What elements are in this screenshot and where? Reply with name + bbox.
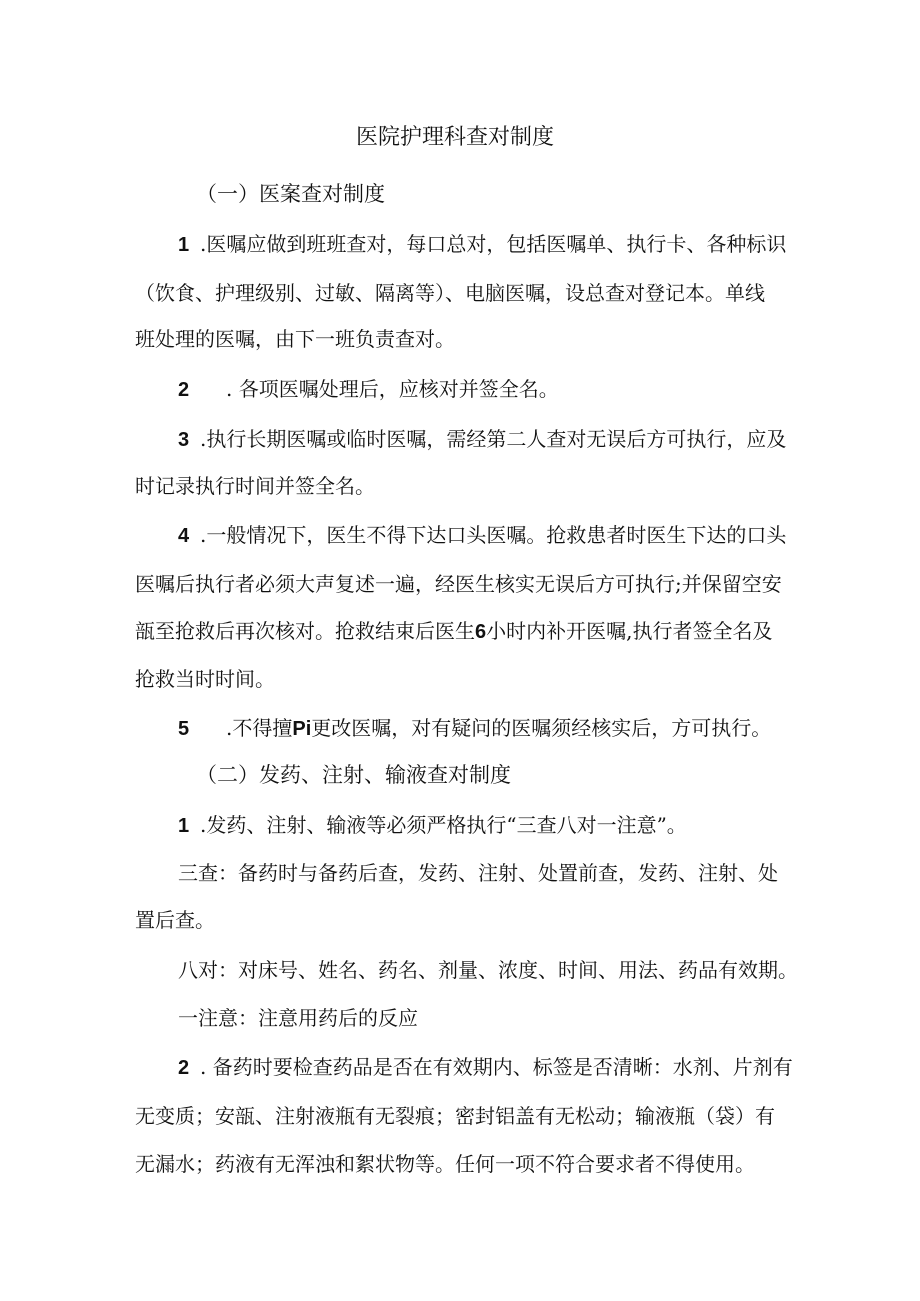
s1-item-1-line-3: 班处理的医嘱，由下一班负责查对。 — [135, 327, 455, 351]
s2-item-2-line-1 — [178, 1053, 793, 1082]
item-text: 更改医嘱，对有疑问的医嘱须经核实后，方可执行。 — [311, 716, 772, 740]
item-text: .一般情况下，医生不得下达口头医嘱。抢救患者时医生下达的口头 — [200, 523, 787, 547]
item-text: . 各项医嘱处理后，应核对并签全名。 — [226, 377, 559, 401]
item-text: 瓿至抢救后再次核对。抢救结束后医生 — [135, 619, 475, 643]
s2-item-1-line-1 — [178, 811, 687, 840]
inline-number: 6 — [475, 621, 487, 643]
item-number: 5 — [178, 718, 190, 740]
item-text: .执行长期医嘱或临时医嘱，需经第二人查对无误后方可执行，应及 — [200, 427, 787, 451]
item-number: 3 — [178, 429, 190, 451]
s1-item-1-line-2: （饮食、护理级别、过敏、隔离等）、电脑医嘱，设总查对登记本。单线 — [135, 281, 765, 305]
inline-garbled-text: Pi — [292, 718, 312, 740]
section-1-heading: （一）医案查对制度 — [196, 182, 385, 206]
item-number: 2 — [178, 1057, 190, 1079]
s1-item-5-line-1 — [178, 714, 771, 743]
item-text: 小时内补开医嘱,执行者签全名及 — [486, 619, 773, 643]
item-text: .发药、注射、输液等必须严格执行“三查八对一注意”。 — [200, 813, 687, 837]
s2-para-three-checks-line-2: 置后查。 — [135, 908, 215, 932]
item-number: 4 — [178, 525, 190, 547]
s1-item-1-line-1 — [178, 230, 786, 259]
item-text: .医嘱应做到班班查对，每口总对，包括医嘱单、执行卡、各种标识 — [200, 232, 787, 256]
item-number: 1 — [178, 815, 190, 837]
s1-item-4-line-2: 医嘱后执行者必须大声复述一遍，经医生核实无误后方可执行;并保留空安 — [135, 572, 782, 596]
s1-item-4-line-4: 抢救当时时间。 — [135, 667, 275, 691]
s2-item-2-line-3: 无漏水；药液有无浑浊和絮状物等。任何一项不符合要求者不得使用。 — [135, 1152, 755, 1176]
item-text: .不得擅 — [226, 716, 293, 740]
section-2-heading: （二）发药、注射、输液查对制度 — [196, 763, 511, 787]
s2-item-2-line-2: 无变质；安瓿、注射液瓶有无裂痕；密封铝盖有无松动；输液瓶（袋）有 — [135, 1104, 775, 1128]
item-number: 1 — [178, 234, 190, 256]
s2-para-three-checks-line-1: 三查：备药时与备药后查，发药、注射、处置前查，发药、注射、处 — [178, 861, 778, 885]
s1-item-3-line-1 — [178, 425, 786, 454]
document-title: 医院护理科查对制度 — [356, 125, 555, 150]
s1-item-4-line-3 — [135, 617, 772, 646]
item-number: 2 — [178, 379, 190, 401]
s2-para-one-attention: 一注意：注意用药后的反应 — [178, 1006, 418, 1030]
s1-item-3-line-2: 时记录执行时间并签全名。 — [135, 474, 375, 498]
s1-item-4-line-1 — [178, 521, 786, 550]
item-text: . 备药时要检查药品是否在有效期内、标签是否清晰：水剂、片剂有 — [200, 1055, 793, 1079]
s1-item-2-line-1 — [178, 375, 559, 404]
s2-para-eight-checks: 八对：对床号、姓名、药名、剂量、浓度、时间、用法、药品有效期。 — [178, 958, 798, 982]
